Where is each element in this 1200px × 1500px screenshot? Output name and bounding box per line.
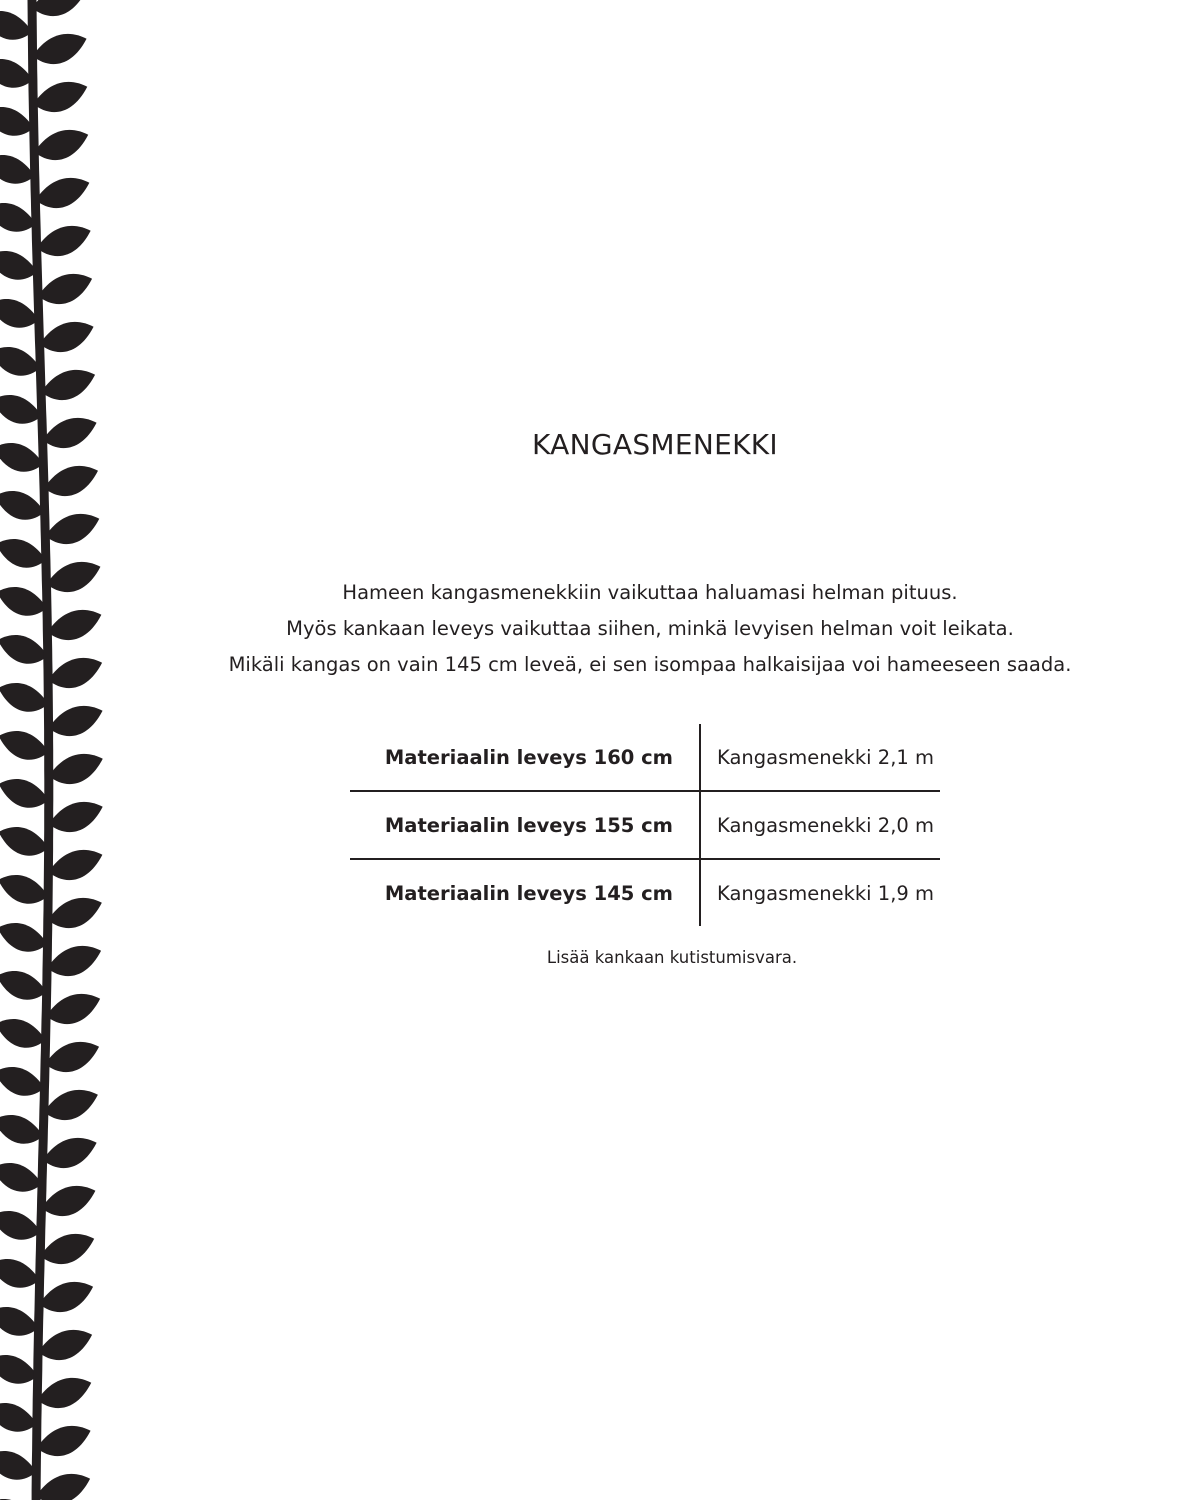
- material-width-cell: Materiaalin leveys 155 cm: [350, 791, 700, 859]
- leaf-icon: [33, 34, 87, 64]
- leaf-icon: [40, 1234, 94, 1264]
- leaf-icon: [0, 779, 49, 808]
- material-width-cell: Materiaalin leveys 145 cm: [350, 859, 700, 926]
- leaf-icon: [48, 658, 102, 688]
- leaf-icon: [37, 1426, 91, 1456]
- table-row: [350, 724, 940, 791]
- leaf-icon: [0, 1403, 37, 1432]
- leaf-icon: [36, 1474, 90, 1500]
- fabric-amount-cell: Kangasmenekki 2,1 m: [717, 745, 934, 769]
- leaf-icon: [0, 683, 48, 712]
- leaf-icon: [38, 274, 92, 304]
- leaf-icon: [49, 802, 103, 832]
- page-title: KANGASMENEKKI: [532, 428, 778, 461]
- leaf-icon: [0, 251, 37, 280]
- leaf-icon: [0, 11, 32, 40]
- leaf-icon: [32, 0, 86, 16]
- table-row: [350, 791, 940, 859]
- leaf-icon: [0, 491, 45, 520]
- leaf-icon: [0, 59, 33, 88]
- leaf-icon: [0, 1115, 43, 1144]
- leaf-icon: [0, 827, 49, 856]
- leaf-icon: [38, 1330, 92, 1360]
- leaf-icon: [0, 1259, 40, 1288]
- leaf-icon: [34, 130, 88, 160]
- leaf-icon: [0, 347, 40, 376]
- shrinkage-note: Lisää kankaan kutistumisvara.: [546, 948, 798, 967]
- leaf-icon: [45, 514, 99, 544]
- leaf-icon: [0, 1355, 38, 1384]
- fabric-consumption-table: [350, 724, 940, 926]
- material-width-cell: Materiaalin leveys 160 cm: [350, 724, 700, 791]
- leaf-icon: [0, 155, 35, 184]
- leaf-icon: [46, 562, 100, 592]
- leaf-icon: [40, 322, 94, 352]
- leaf-icon: [0, 1019, 46, 1048]
- leaf-icon: [47, 610, 101, 640]
- leaf-icon: [0, 1067, 44, 1096]
- leaf-icon: [0, 971, 47, 1000]
- leaf-icon: [33, 82, 87, 112]
- leaf-icon: [0, 1451, 36, 1480]
- leaf-icon: [49, 706, 103, 736]
- leaf-icon: [48, 898, 102, 928]
- leaf-icon: [41, 1186, 95, 1216]
- leaf-icon: [37, 1378, 91, 1408]
- leaf-icon: [0, 1307, 39, 1336]
- leaf-icon: [44, 1090, 98, 1120]
- intro-line: Myös kankaan leveys vaikuttaa siihen, minkä levyisen helman voit leikata.: [286, 617, 1014, 640]
- intro-line: Mikäli kangas on vain 145 cm leveä, ei sen isompaa halkaisijaa voi hameeseen saada.: [228, 653, 1072, 676]
- fabric-amount-cell: Kangasmenekki 2,0 m: [700, 791, 940, 859]
- leaf-icon: [37, 226, 91, 256]
- leaf-icon: [0, 299, 39, 328]
- leaf-icon: [0, 587, 47, 616]
- leaf-icon: [48, 850, 102, 880]
- leaf-icon: [43, 1138, 97, 1168]
- leaf-icon: [0, 635, 48, 664]
- leaf-icon: [46, 994, 100, 1024]
- leaf-icon: [35, 178, 89, 208]
- leaf-icon: [0, 203, 36, 232]
- intro-text: [150, 575, 1150, 683]
- leaf-icon: [0, 539, 46, 568]
- intro-line: Hameen kangasmenekkiin vaikuttaa haluamasi helman pituus.: [342, 581, 958, 604]
- leaf-icon: [39, 1282, 93, 1312]
- table-row: [350, 859, 940, 926]
- leaf-vine-decoration: [0, 0, 140, 1500]
- fabric-amount-cell: Kangasmenekki 1,9 m: [700, 859, 940, 926]
- leaf-icon: [0, 395, 42, 424]
- leaf-icon: [41, 370, 95, 400]
- leaf-icon: [49, 754, 103, 784]
- leaf-icon: [0, 1163, 42, 1192]
- leaf-icon: [0, 1211, 41, 1240]
- leaf-icon: [0, 731, 49, 760]
- leaf-icon: [0, 107, 34, 136]
- leaf-icon: [45, 1042, 99, 1072]
- leaf-icon: [44, 466, 98, 496]
- leaf-icon: [0, 875, 48, 904]
